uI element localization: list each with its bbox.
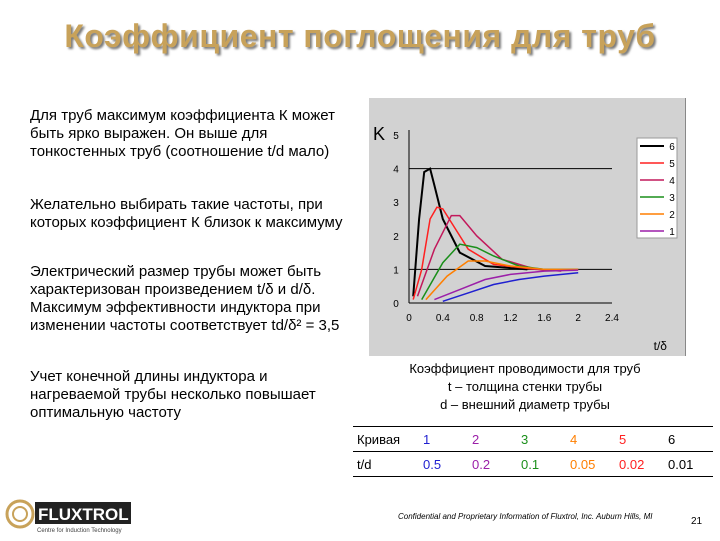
y-tick-label: 1: [393, 265, 399, 277]
page-number: 21: [691, 516, 703, 527]
paragraph-frequency: Желательно выбирать такие частоты, при которых коэффициент К близок к максимуму: [30, 196, 343, 231]
y-tick-label: 2: [393, 231, 399, 243]
curve-cell: 2: [468, 427, 517, 452]
legend-label: 2: [669, 210, 675, 221]
y-tick-label: 3: [393, 198, 399, 210]
x-tick-label: 0: [406, 313, 412, 324]
curve-cell: 6: [664, 427, 713, 452]
svg-text:FLUXTROL: FLUXTROL: [38, 505, 129, 524]
x-tick-label: 0.8: [469, 313, 484, 324]
td-value-cell: 0.5: [419, 452, 468, 477]
y-tick-label: 5: [393, 131, 399, 142]
curve-cell: 5: [615, 427, 664, 452]
fluxtrol-logo-graphic: [4, 496, 139, 536]
y-axis-label: K: [372, 124, 386, 144]
legend-label: 3: [669, 193, 675, 204]
paragraph-peak: Для труб максимум коэффициента К может быть ярко выражен. Он выше для тонкостенных труб (соотношение t/d мало): [30, 107, 335, 160]
curve-parameter-table: [353, 426, 713, 477]
x-tick-label: 1.2: [503, 313, 518, 324]
paragraph-electrical-size: Электрический размер трубы может быть характеризован произведением t/δ и d/δ. Максимум эффективности индуктора при изменении частоты соответствует td/δ² = 3,5: [30, 263, 340, 334]
table-row-curves: [353, 427, 713, 452]
legend-label: 6: [669, 142, 675, 153]
x-tick-label: 2.4: [605, 313, 619, 324]
x-tick-label: 1.6: [537, 313, 552, 324]
fluxtrol-logo: [4, 496, 139, 536]
svg-text:Centre for Induction Technolog: Centre for Induction Technology: [37, 528, 122, 534]
td-value-cell: 0.2: [468, 452, 517, 477]
table-row-td: [353, 452, 713, 477]
y-tick-label: 4: [393, 164, 399, 176]
series-line-3: [422, 244, 579, 299]
table-header-label: Кривая: [353, 427, 419, 452]
curve-cell: 1: [419, 427, 468, 452]
caption-line-3: d – внешний диаметр трубы: [440, 397, 610, 412]
paragraph-inductor-length: Учет конечной длины индуктора и нагреваемой трубы несколько повышает оптимальную частоту: [30, 368, 316, 421]
slide-title: Коэффициент поглощения для труб: [64, 18, 656, 54]
td-value-cell: 0.01: [664, 452, 713, 477]
table-row-label: t/d: [353, 452, 419, 477]
absorption-chart: [369, 98, 686, 356]
chart-caption: [370, 360, 680, 414]
legend-label: 5: [669, 159, 675, 170]
series-line-1b: [443, 273, 578, 302]
curve-cell: 4: [566, 427, 615, 452]
legend-label: 1: [669, 227, 675, 238]
x-axis-label: t/δ: [653, 339, 667, 353]
td-value-cell: 0.05: [566, 452, 615, 477]
y-tick-label: 0: [393, 299, 399, 310]
curve-cell: 3: [517, 427, 566, 452]
x-tick-label: 2: [575, 313, 581, 324]
series-line-5: [413, 207, 536, 299]
legend-label: 4: [669, 176, 675, 187]
td-value-cell: 0.02: [615, 452, 664, 477]
legend-box: [637, 138, 677, 238]
chart-svg: [369, 98, 685, 356]
caption-line-2: t – толщина стенки трубы: [447, 379, 603, 394]
x-tick-label: 0.4: [435, 313, 450, 324]
caption-line-1: Коэффициент проводимости для труб: [409, 361, 641, 376]
td-value-cell: 0.1: [517, 452, 566, 477]
footer-confidential: Confidential and Proprietary Information of Fluxtrol, Inc. Auburn Hills, MI: [398, 512, 653, 521]
series-line-6: [413, 169, 527, 297]
